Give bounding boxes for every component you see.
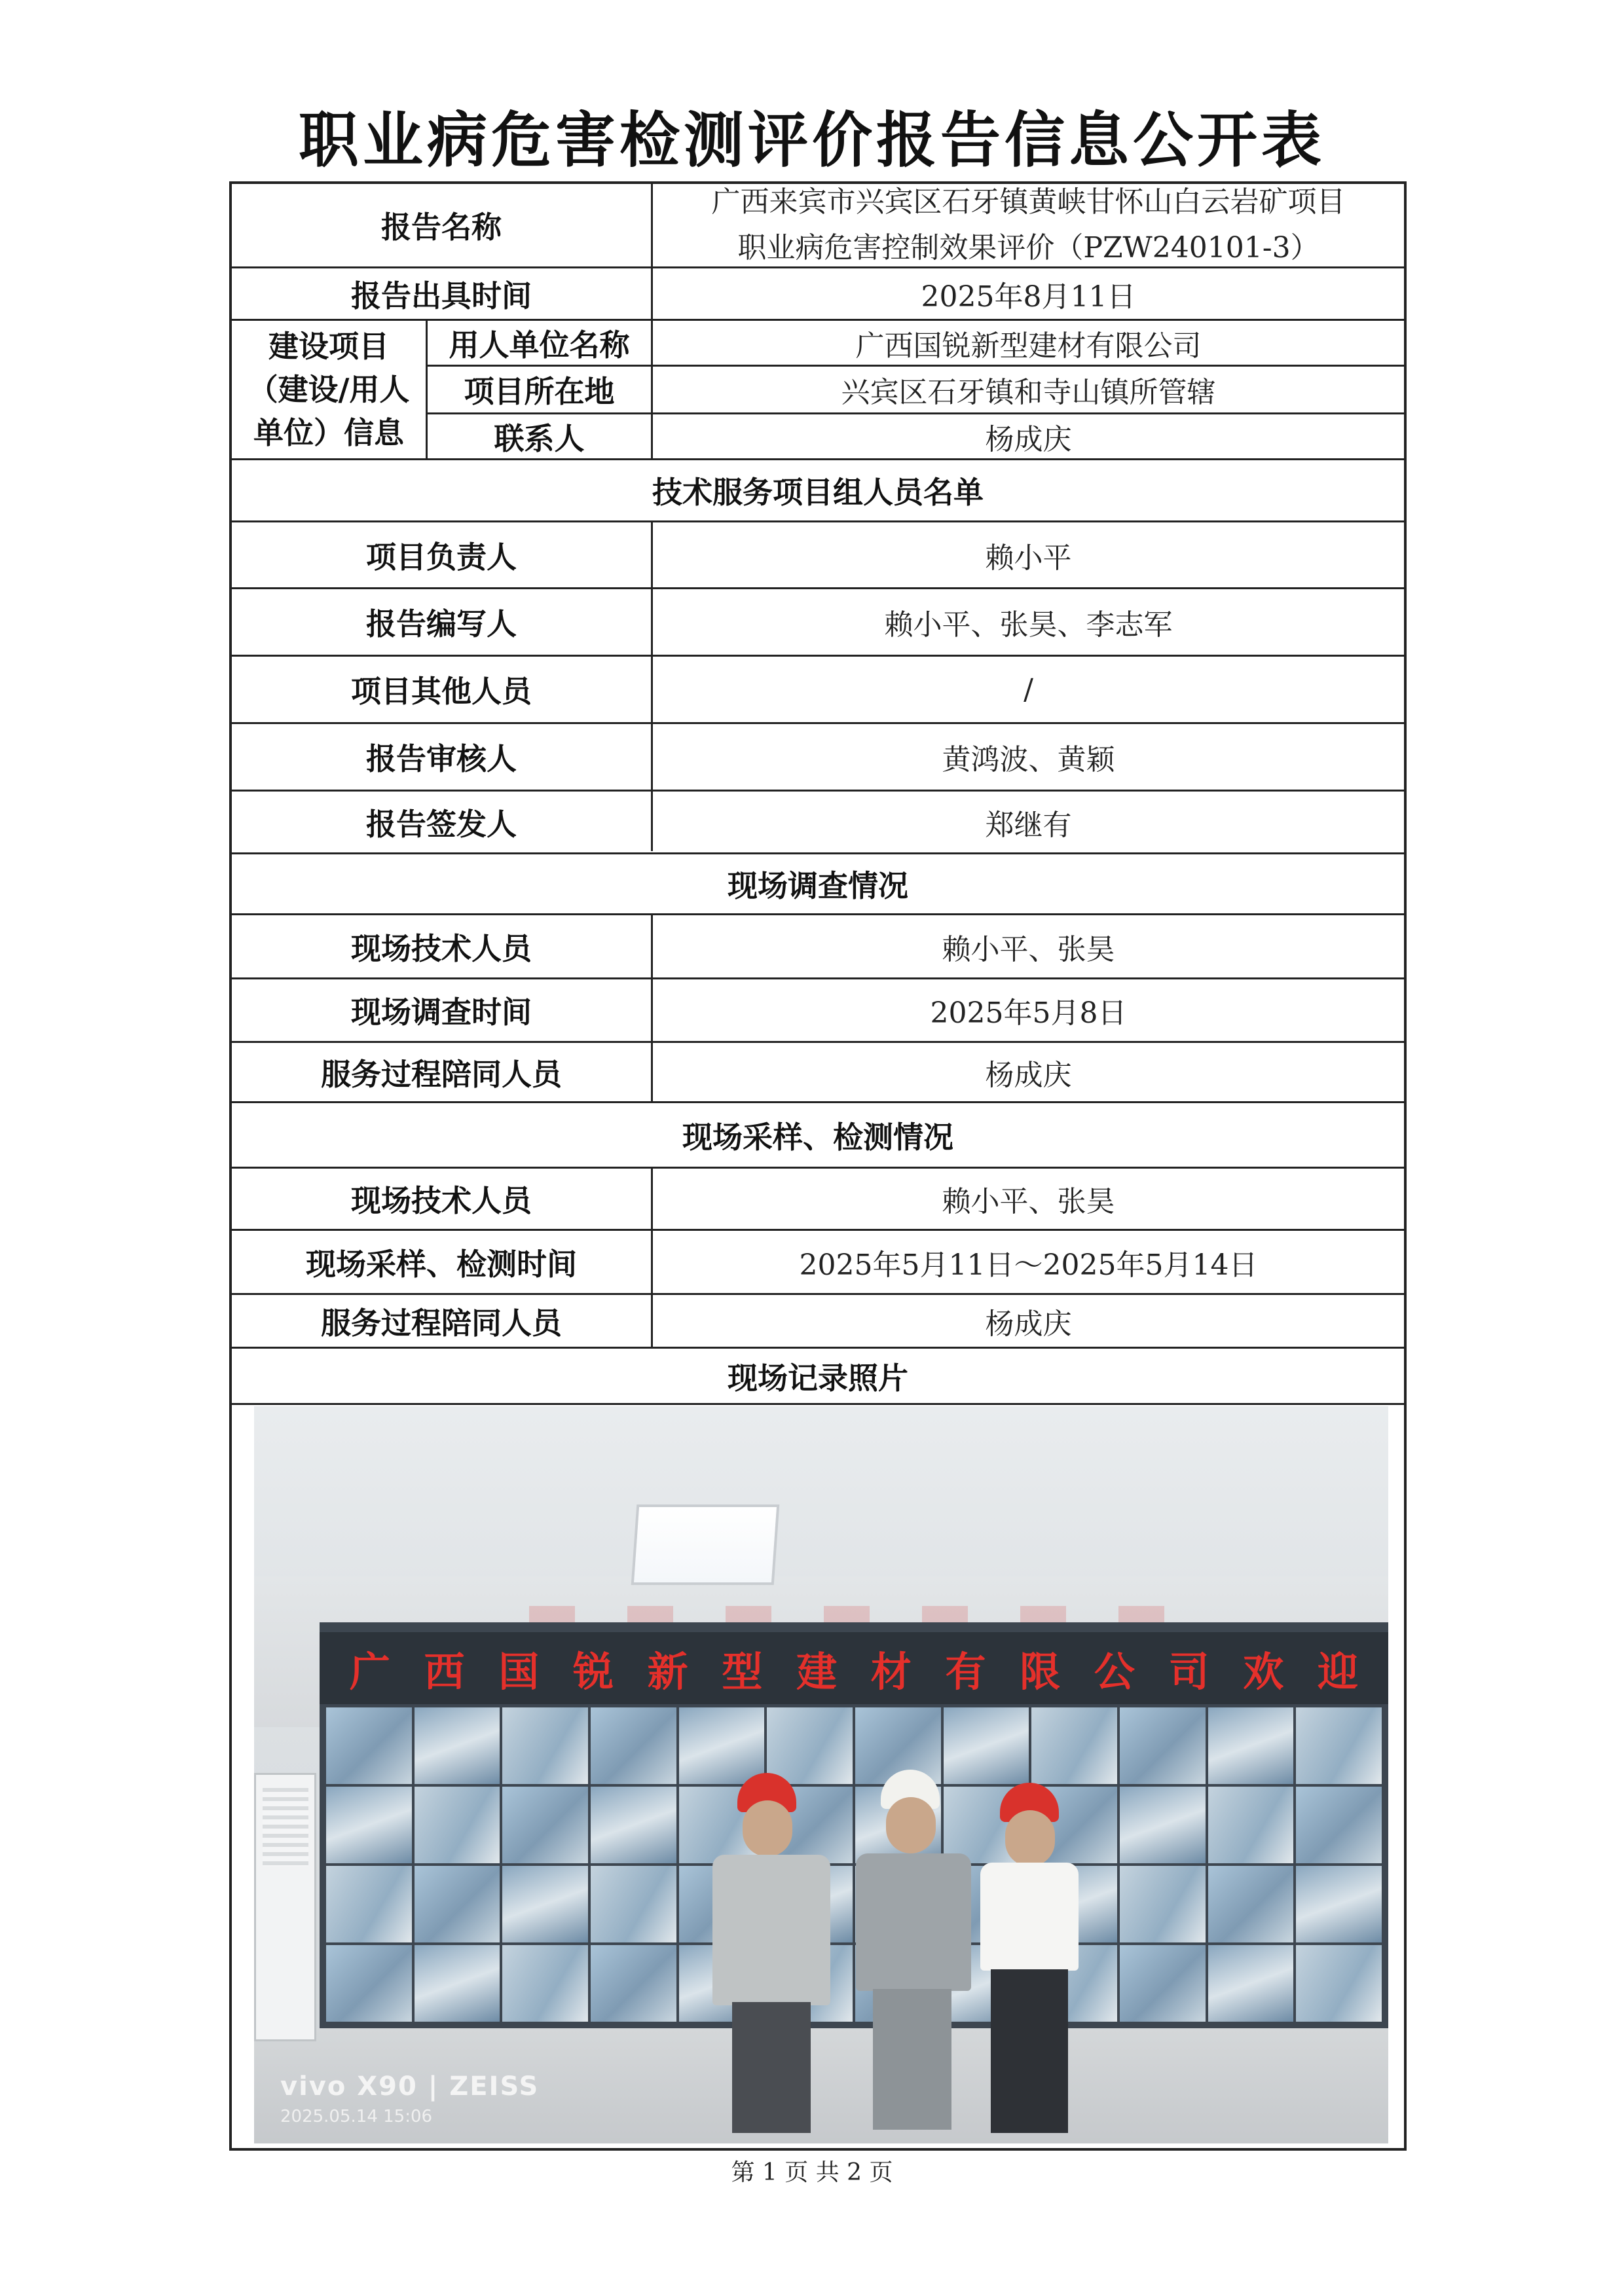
project-group-label-3: 单位）信息 xyxy=(253,415,404,450)
team-row-value: 赖小平、张昊、李志军 xyxy=(884,608,1173,642)
ceiling-light xyxy=(631,1504,780,1585)
team-row-value: / xyxy=(1024,672,1033,706)
document-title: 职业病危害检测评价报告信息公开表 xyxy=(298,105,1325,175)
page-footer: 第 1 页 共 2 页 xyxy=(731,2159,893,2186)
person-middle xyxy=(847,1770,978,2136)
sampling-row-label: 现场技术人员 xyxy=(351,1183,532,1218)
sampling-row-value: 杨成庆 xyxy=(985,1307,1072,1341)
team-row-value: 黄鸿波、黄颖 xyxy=(942,743,1115,776)
welcome-banner xyxy=(320,1632,1388,1704)
report-date-label: 报告出具时间 xyxy=(351,278,532,314)
project-group-label xyxy=(232,321,426,458)
sampling-row-value: 2025年5月11日～2025年5月14日 xyxy=(799,1248,1258,1282)
project-group-label-2: （建设/用人 xyxy=(248,372,410,407)
banner-char: 建 xyxy=(796,1647,838,1696)
person-right xyxy=(971,1783,1089,2140)
project-group-label-1: 建设项目 xyxy=(268,329,389,364)
banner-char: 锐 xyxy=(572,1647,614,1696)
photo-section-title: 现场记录照片 xyxy=(728,1360,908,1396)
unit-name-value: 广西国锐新型建材有限公司 xyxy=(855,329,1202,363)
banner-char: 公 xyxy=(1094,1647,1135,1696)
team-row-label: 项目负责人 xyxy=(366,539,517,575)
person-left xyxy=(706,1773,837,2140)
sampling-section-title: 现场采样、检测情况 xyxy=(682,1119,953,1155)
report-name-label: 报告名称 xyxy=(381,210,502,245)
survey-row-label: 现场技术人员 xyxy=(351,930,532,966)
contact-label: 联系人 xyxy=(494,420,585,456)
survey-row-value: 赖小平、张昊 xyxy=(942,932,1115,966)
banner-char: 迎 xyxy=(1317,1647,1358,1696)
banner-char: 广 xyxy=(349,1647,390,1696)
banner-char: 型 xyxy=(722,1647,763,1696)
sampling-row-label: 服务过程陪同人员 xyxy=(321,1305,562,1341)
report-date-value: 2025年8月11日 xyxy=(921,280,1136,314)
banner-char: 有 xyxy=(945,1647,986,1696)
team-row-value: 赖小平 xyxy=(985,541,1072,575)
sampling-row-label: 现场采样、检测时间 xyxy=(306,1246,577,1282)
team-row-label: 报告签发人 xyxy=(366,806,517,842)
survey-row-label: 服务过程陪同人员 xyxy=(321,1056,562,1092)
location-value: 兴宾区石牙镇和寺山镇所管辖 xyxy=(841,376,1216,409)
team-row-label: 报告编写人 xyxy=(366,606,517,642)
report-name-value xyxy=(653,184,1404,266)
banner-char: 新 xyxy=(647,1647,688,1696)
banner-char: 材 xyxy=(870,1647,912,1696)
team-row-label: 报告审核人 xyxy=(366,741,517,776)
location-label: 项目所在地 xyxy=(464,374,615,409)
banner-char: 欢 xyxy=(1243,1647,1284,1696)
air-conditioner xyxy=(254,1773,316,2041)
banner-char: 限 xyxy=(1020,1647,1061,1696)
banner-char: 西 xyxy=(424,1647,465,1696)
report-name-line2: 职业病危害控制效果评价（PZW240101-3） xyxy=(737,231,1320,264)
site-photo xyxy=(254,1406,1388,2143)
survey-row-label: 现场调查时间 xyxy=(351,994,532,1030)
banner-char: 司 xyxy=(1168,1647,1209,1696)
team-row-label: 项目其他人员 xyxy=(351,674,532,709)
unit-name-label: 用人单位名称 xyxy=(449,327,630,363)
survey-row-value: 2025年5月8日 xyxy=(930,996,1127,1030)
contact-value: 杨成庆 xyxy=(985,422,1072,456)
report-name-line1: 广西来宾市兴宾区石牙镇黄峡甘怀山白云岩矿项目 xyxy=(711,185,1346,219)
photo-timestamp: 2025.05.14 15:06 xyxy=(280,2107,433,2126)
camera-watermark: vivo X90 | ZEISS xyxy=(280,2071,540,2102)
team-row-value: 郑继有 xyxy=(985,808,1072,842)
banner-char: 国 xyxy=(498,1647,540,1696)
sampling-row-value: 赖小平、张昊 xyxy=(942,1185,1115,1218)
team-section-title: 技术服务项目组人员名单 xyxy=(652,475,984,510)
survey-section-title: 现场调查情况 xyxy=(728,868,908,903)
survey-row-value: 杨成庆 xyxy=(985,1058,1072,1092)
